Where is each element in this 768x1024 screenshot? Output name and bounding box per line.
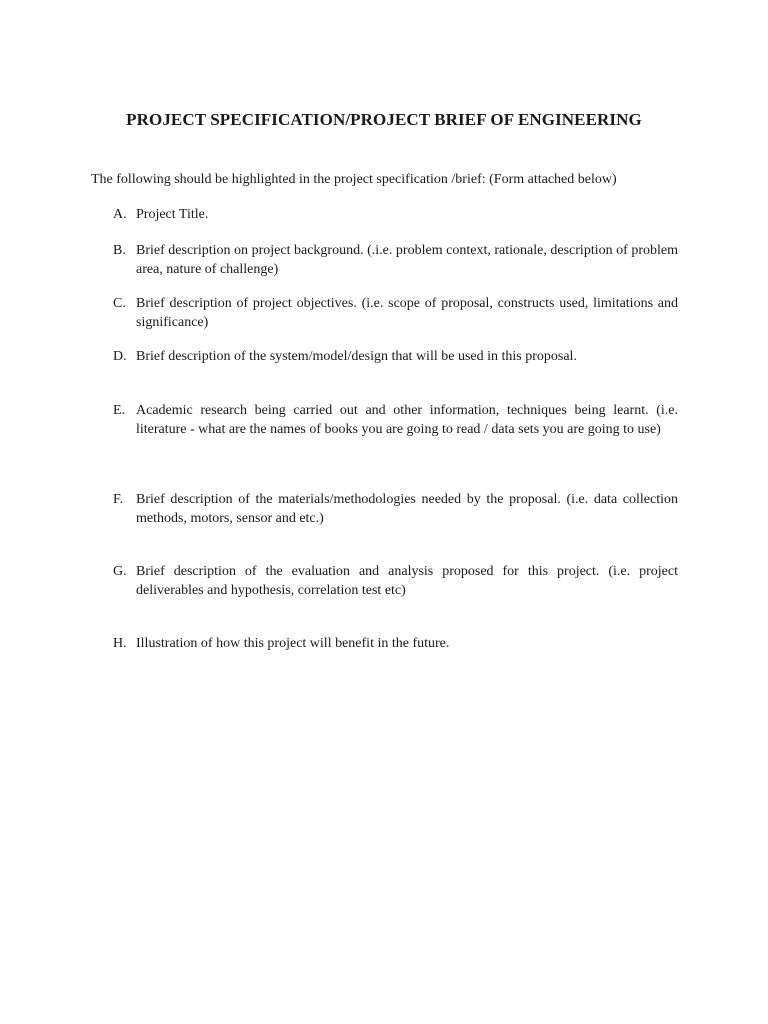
- list-item-letter: F.: [113, 492, 124, 507]
- intro-paragraph: The following should be highlighted in the project specification /brief: (Form attached below): [91, 172, 617, 187]
- list-item-letter: H.: [113, 636, 127, 651]
- list-item-d: [113, 347, 678, 366]
- list-item-letter: B.: [113, 243, 126, 258]
- list-item-text: Brief description of the evaluation and analysis proposed for this project. (i.e. project deliverables and hypothesis, correlation test etc): [136, 564, 678, 598]
- list-item-h: [113, 634, 678, 653]
- list-item-text: Project Title.: [136, 207, 209, 222]
- list-item-text: Brief description on project background. (.i.e. problem context, rationale, description of problem area, nature of challenge): [136, 243, 678, 277]
- list-item-b: [113, 241, 678, 279]
- list-item-letter: A.: [113, 207, 127, 222]
- list-item-text: Academic research being carried out and other information, techniques being learnt. (i.e. literature - what are the names of books you are going to read / data sets you are going to use): [136, 403, 678, 437]
- list-item-text: Illustration of how this project will benefit in the future.: [136, 636, 450, 651]
- list-item-letter: D.: [113, 349, 127, 364]
- list-item-a: [113, 205, 678, 224]
- list-item-text: Brief description of the system/model/design that will be used in this proposal.: [136, 349, 577, 364]
- list-item-text: Brief description of the materials/methodologies needed by the proposal. (i.e. data collection methods, motors, sensor and etc.): [136, 492, 678, 526]
- list-item-g: [113, 562, 678, 600]
- list-item-letter: C.: [113, 296, 126, 311]
- list-item-c: [113, 294, 678, 332]
- list-item-letter: G.: [113, 564, 127, 579]
- list-item-letter: E.: [113, 403, 126, 418]
- list-item-text: Brief description of project objectives. (i.e. scope of proposal, constructs used, limitations and significance): [136, 296, 678, 330]
- list-item-f: [113, 490, 678, 528]
- page-title: PROJECT SPECIFICATION/PROJECT BRIEF OF ENGINEERING: [126, 110, 642, 129]
- list-item-e: [113, 401, 678, 439]
